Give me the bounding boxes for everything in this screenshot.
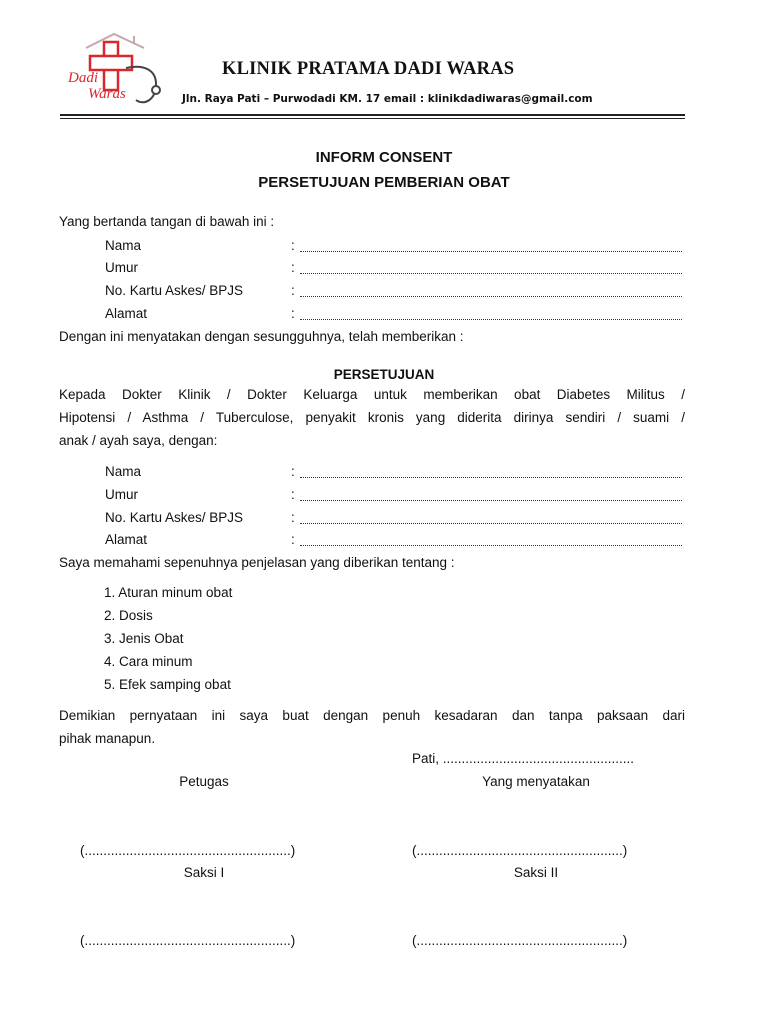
field-label: Alamat (105, 306, 148, 321)
relative-card-field[interactable] (105, 510, 685, 528)
list-item: 2. Dosis (104, 608, 153, 623)
witness2-label: Saksi II (513, 865, 559, 880)
patient-address-field[interactable] (105, 306, 685, 324)
officer-signature-line[interactable]: (.......................................................) (80, 843, 296, 858)
field-label: No. Kartu Askes/ BPJS (105, 510, 244, 525)
fill-in-line[interactable] (300, 523, 682, 524)
field-label: Umur (105, 487, 138, 502)
logo-text-dadi: Dadi (68, 70, 98, 86)
fill-in-line[interactable] (300, 545, 682, 546)
declarer-signature-line[interactable]: (.......................................................) (412, 843, 628, 858)
field-colon: : (291, 510, 295, 525)
paragraph-line: Kepada Dokter Klinik / Dokter Keluarga untuk memberikan obat Diabetes Militus / (59, 387, 685, 402)
section-heading: PERSETUJUAN (333, 367, 435, 382)
witness2-signature-line[interactable]: (.......................................................) (412, 933, 628, 948)
field-colon: : (291, 260, 295, 275)
officer-label: Petugas (179, 774, 229, 789)
fill-in-line[interactable] (300, 477, 682, 478)
logo-text-waras: Waras (88, 86, 126, 102)
field-colon: : (291, 464, 295, 479)
paragraph-line: Demikian pernyataan ini saya buat dengan penuh kesadaran dan tanpa paksaan dari (59, 708, 685, 723)
declarer-label: Yang menyatakan (482, 774, 590, 789)
document-subtitle: PERSETUJUAN PEMBERIAN OBAT (258, 174, 510, 191)
place-date[interactable]: Pati, ................................................... (412, 751, 635, 766)
relative-address-field[interactable] (105, 532, 685, 550)
field-colon: : (291, 306, 295, 321)
fill-in-line[interactable] (300, 319, 682, 320)
witness1-label: Saksi I (183, 865, 225, 880)
paragraph-line: pihak manapun. (59, 731, 156, 746)
list-item: 5. Efek samping obat (104, 677, 231, 692)
field-label: No. Kartu Askes/ BPJS (105, 283, 244, 298)
field-colon: : (291, 487, 295, 502)
fill-in-line[interactable] (300, 500, 682, 501)
explanation-list (104, 581, 232, 696)
clinic-logo (64, 30, 170, 112)
understanding-text: Saya memahami sepenuhnya penjelasan yang diberikan tentang : (59, 555, 455, 570)
field-colon: : (291, 283, 295, 298)
field-colon: : (291, 532, 295, 547)
clinic-name: KLINIK PRATAMA DADI WARAS (222, 59, 515, 79)
patient-name-field[interactable] (105, 238, 685, 256)
patient-age-field[interactable] (105, 260, 685, 278)
list-item: 3. Jenis Obat (104, 631, 184, 646)
witness1-signature-line[interactable]: (.......................................................) (80, 933, 296, 948)
header-divider-thick (60, 114, 685, 116)
fill-in-line[interactable] (300, 251, 682, 252)
field-label: Umur (105, 260, 138, 275)
clinic-address: Jln. Raya Pati – Purwodadi KM. 17 email : klinikdadiwaras@gmail.com (182, 93, 593, 105)
intro-text: Yang bertanda tangan di bawah ini : (59, 214, 275, 229)
statement-text: Dengan ini menyatakan dengan sesungguhnya, telah memberikan : (59, 329, 464, 344)
consent-paragraph (59, 383, 685, 452)
field-label: Nama (105, 464, 142, 479)
paragraph-line: Hipotensi / Asthma / Tuberculose, penyakit kronis yang diderita dirinya sendiri / suami / (59, 410, 685, 425)
patient-card-field[interactable] (105, 283, 685, 301)
field-label: Alamat (105, 532, 148, 547)
field-colon: : (291, 238, 295, 253)
list-item: 4. Cara minum (104, 654, 193, 669)
header-divider-thin (60, 118, 685, 119)
list-item: 1. Aturan minum obat (104, 585, 233, 600)
field-label: Nama (105, 238, 142, 253)
relative-name-field[interactable] (105, 464, 685, 482)
fill-in-line[interactable] (300, 296, 682, 297)
document-title: INFORM CONSENT (315, 149, 453, 166)
relative-age-field[interactable] (105, 487, 685, 505)
paragraph-line: anak / ayah saya, dengan: (59, 433, 218, 448)
stethoscope-icon (126, 67, 160, 102)
fill-in-line[interactable] (300, 273, 682, 274)
closing-paragraph (59, 704, 685, 750)
